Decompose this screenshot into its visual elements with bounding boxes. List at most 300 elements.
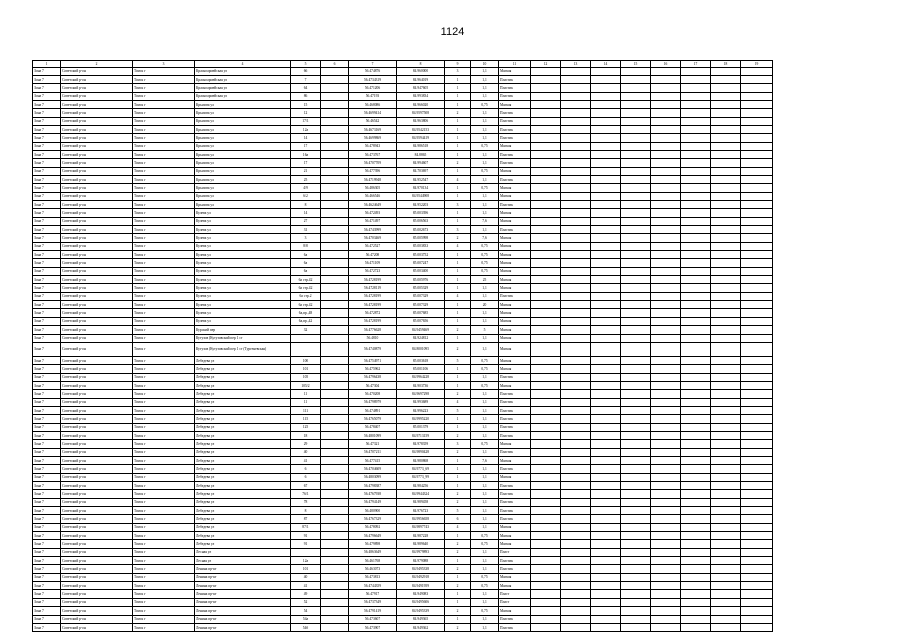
column-number: 7 <box>349 61 397 68</box>
table-cell: 84.9544908 <box>397 192 445 200</box>
table-cell: Томск г <box>133 431 195 439</box>
table-cell <box>531 150 561 158</box>
table-cell: 85.005998 <box>397 234 445 242</box>
table-cell: 85.007685 <box>397 309 445 317</box>
table-cell: 0,75 <box>471 259 499 267</box>
table-cell <box>681 523 711 531</box>
table-cell: Лебедева ул <box>195 373 291 381</box>
table-cell: 0,75 <box>471 356 499 364</box>
table-cell <box>591 390 621 398</box>
table-cell: 1 <box>445 465 471 473</box>
table-cell <box>591 373 621 381</box>
table-cell <box>531 406 561 414</box>
table-cell <box>681 582 711 590</box>
table-cell: 56.4743999 <box>349 226 397 234</box>
table-cell <box>711 598 741 606</box>
table-cell <box>651 67 681 75</box>
table-cell: Томск г <box>133 465 195 473</box>
table-row <box>33 134 773 142</box>
table-row <box>33 292 773 300</box>
table-cell <box>561 209 591 217</box>
table-cell <box>321 100 349 108</box>
table-cell: 91 <box>291 532 321 540</box>
table-cell: 85.003752 <box>397 251 445 259</box>
table-cell: Советский р-он <box>61 209 133 217</box>
table-cell: Кулева ул <box>195 209 291 217</box>
table-cell: 52 <box>291 598 321 606</box>
table-row <box>33 301 773 309</box>
table-row <box>33 532 773 540</box>
table-cell: 56.4707211 <box>349 448 397 456</box>
table-cell: 32 <box>291 326 321 334</box>
table-cell: 56.477415 <box>349 456 397 464</box>
table-cell <box>591 109 621 117</box>
table-cell: Зона 7 <box>33 515 61 523</box>
table-cell <box>741 406 773 414</box>
table-cell <box>621 192 651 200</box>
table-cell: Советский р-он <box>61 251 133 259</box>
table-cell <box>741 431 773 439</box>
table-cell <box>621 309 651 317</box>
table-cell: Зона 7 <box>33 109 61 117</box>
table-cell <box>741 465 773 473</box>
table-cell <box>741 598 773 606</box>
table-cell <box>531 365 561 373</box>
table-cell <box>741 251 773 259</box>
table-cell <box>651 309 681 317</box>
table-cell: 84.949365 <box>397 615 445 623</box>
table-cell <box>741 523 773 531</box>
table-cell: 56.473813 <box>349 573 397 581</box>
table-row <box>33 540 773 548</box>
table-row <box>33 184 773 192</box>
column-number: 1 <box>33 61 61 68</box>
table-cell <box>711 75 741 83</box>
table-cell: Кулева ул <box>195 217 291 225</box>
table-cell: 56.4624649 <box>349 201 397 209</box>
table-cell <box>711 109 741 117</box>
table-cell <box>591 523 621 531</box>
table-cell <box>621 342 651 356</box>
table-cell: Ленина пр-кт <box>195 623 291 631</box>
table-cell <box>591 431 621 439</box>
table-cell: Кутузов (Кутузовский пер 1 ст (Тургеневская) <box>195 342 291 356</box>
table-cell <box>681 259 711 267</box>
table-cell: Советский р-он <box>61 423 133 431</box>
table-cell <box>531 598 561 606</box>
table-cell <box>591 226 621 234</box>
table-cell <box>681 284 711 292</box>
table-row <box>33 242 773 250</box>
table-cell: 87 <box>291 515 321 523</box>
table-row <box>33 317 773 325</box>
table-cell <box>681 326 711 334</box>
table-cell: 1,1 <box>471 615 499 623</box>
table-cell <box>591 490 621 498</box>
table-cell: 56.4744359 <box>349 582 397 590</box>
table-cell <box>651 84 681 92</box>
table-cell <box>321 398 349 406</box>
table-cell <box>711 292 741 300</box>
table-cell: 67 <box>291 482 321 490</box>
table-cell: 12а <box>291 125 321 133</box>
table-cell <box>711 84 741 92</box>
table-row <box>33 100 773 108</box>
table-row <box>33 573 773 581</box>
table-cell <box>711 356 741 364</box>
table-cell: 2 <box>445 234 471 242</box>
table-cell <box>531 398 561 406</box>
table-cell: 1,1 <box>471 342 499 356</box>
table-cell: 56.480900 <box>349 507 397 515</box>
table-cell: Советский р-он <box>61 259 133 267</box>
table-cell: Зона 7 <box>33 134 61 142</box>
table-cell: Зона 7 <box>33 448 61 456</box>
table-cell <box>561 326 591 334</box>
table-cell <box>711 234 741 242</box>
table-cell: 25 <box>291 175 321 183</box>
table-cell <box>651 532 681 540</box>
table-cell: Пластик <box>499 373 531 381</box>
table-cell: Крылова ул <box>195 175 291 183</box>
table-cell <box>321 598 349 606</box>
table-cell: Мягкая <box>499 365 531 373</box>
table-row <box>33 192 773 200</box>
table-cell: 0,75 <box>471 440 499 448</box>
table-cell <box>591 150 621 158</box>
table-cell <box>741 573 773 581</box>
table-cell <box>681 381 711 389</box>
table-cell: 125 <box>291 423 321 431</box>
table-cell: 2 <box>445 548 471 556</box>
table-cell: 14 <box>291 134 321 142</box>
table-cell: Томск г <box>133 565 195 573</box>
table-cell <box>321 92 349 100</box>
table-cell <box>681 192 711 200</box>
table-cell: 84.993689 <box>397 398 445 406</box>
table-cell <box>621 226 651 234</box>
column-number: 15 <box>621 61 651 68</box>
table-cell: Зона 7 <box>33 267 61 275</box>
table-cell <box>711 573 741 581</box>
table-cell: 84.952203 <box>397 201 445 209</box>
table-cell <box>531 142 561 150</box>
table-cell: 1,1 <box>471 84 499 92</box>
table-cell <box>591 557 621 565</box>
table-cell <box>531 548 561 556</box>
table-cell: Ленина пр-кт <box>195 582 291 590</box>
table-cell <box>561 317 591 325</box>
table-cell <box>681 482 711 490</box>
table-cell <box>681 473 711 481</box>
table-cell: 1,1 <box>471 159 499 167</box>
table-cell: 1,1 <box>471 150 499 158</box>
table-cell: 5 <box>445 356 471 364</box>
table-cell <box>621 234 651 242</box>
table-cell: Крылова ул <box>195 100 291 108</box>
table-cell: 84.9979893 <box>397 548 445 556</box>
table-cell <box>321 217 349 225</box>
table-cell <box>591 217 621 225</box>
table-cell: 0,75 <box>471 142 499 150</box>
table-cell <box>561 490 591 498</box>
table-cell: 40 <box>291 448 321 456</box>
table-cell: 1 <box>445 267 471 275</box>
table-cell <box>531 507 561 515</box>
table-cell <box>321 482 349 490</box>
table-cell <box>741 192 773 200</box>
table-cell <box>321 159 349 167</box>
table-cell: Зона 7 <box>33 342 61 356</box>
table-cell <box>321 548 349 556</box>
table-cell: 56.475962 <box>349 365 397 373</box>
table-cell <box>531 217 561 225</box>
table-cell <box>531 117 561 125</box>
table-cell <box>651 573 681 581</box>
table-cell: 78 <box>291 498 321 506</box>
table-cell <box>531 301 561 309</box>
table-cell: Пластик <box>499 92 531 100</box>
table-cell <box>681 251 711 259</box>
table-cell: Лебедева ул <box>195 365 291 373</box>
table-cell <box>651 390 681 398</box>
table-cell: 84.9491959 <box>397 582 445 590</box>
table-cell: 6а <box>291 259 321 267</box>
table-cell <box>321 184 349 192</box>
table-cell <box>681 242 711 250</box>
table-cell: 84.9897743 <box>397 523 445 531</box>
table-cell: 56.473907 <box>349 623 397 631</box>
table-cell <box>651 342 681 356</box>
table-cell: 56.47304 <box>349 381 397 389</box>
table-cell: Советский р-он <box>61 226 133 234</box>
table-cell: 0,75 <box>471 607 499 615</box>
table-cell <box>591 381 621 389</box>
table-cell: 56.4810 <box>349 334 397 342</box>
table-cell: Томск г <box>133 284 195 292</box>
table-cell: Томск г <box>133 607 195 615</box>
table-cell: Зона 7 <box>33 465 61 473</box>
table-cell: 84.9956658 <box>397 515 445 523</box>
table-cell: 56.4776628 <box>349 326 397 334</box>
table-cell <box>621 381 651 389</box>
page-number: 1124 <box>440 26 465 38</box>
data-table <box>32 60 773 632</box>
table-cell <box>621 557 651 565</box>
table-cell: 14 <box>291 209 321 217</box>
table-cell <box>531 482 561 490</box>
table-cell <box>651 317 681 325</box>
table-cell: Советский р-он <box>61 390 133 398</box>
table-cell: 56.474891 <box>349 406 397 414</box>
table-cell: 1,1 <box>471 334 499 342</box>
table-cell <box>711 276 741 284</box>
table-cell: Пластик <box>499 125 531 133</box>
table-cell <box>321 234 349 242</box>
column-number: 6 <box>321 61 349 68</box>
table-cell <box>651 276 681 284</box>
table-cell <box>741 242 773 250</box>
table-cell: 1,1 <box>471 92 499 100</box>
table-cell: Мягкая <box>499 473 531 481</box>
table-cell: 0,75 <box>471 540 499 548</box>
table-cell: Лебедева ул <box>195 490 291 498</box>
table-cell <box>681 490 711 498</box>
table-cell: Томск г <box>133 217 195 225</box>
table-cell: 84.9713159 <box>397 431 445 439</box>
table-row <box>33 440 773 448</box>
table-cell <box>681 406 711 414</box>
table-cell: Зона 7 <box>33 573 61 581</box>
table-cell: 1 <box>445 75 471 83</box>
table-cell <box>651 523 681 531</box>
table-cell <box>561 301 591 309</box>
table-cell: 40 <box>291 573 321 581</box>
table-cell: Лесная ул <box>195 548 291 556</box>
table-cell: 85.007329 <box>397 301 445 309</box>
table-cell <box>651 175 681 183</box>
table-cell <box>741 284 773 292</box>
table-cell <box>591 590 621 598</box>
table-cell: 2 <box>445 448 471 456</box>
table-row <box>33 490 773 498</box>
table-cell: Пластик <box>499 507 531 515</box>
table-cell: Томск г <box>133 292 195 300</box>
table-cell <box>321 490 349 498</box>
table-cell <box>591 159 621 167</box>
table-cell <box>531 440 561 448</box>
column-number: 19 <box>741 61 773 68</box>
table-cell <box>711 159 741 167</box>
table-cell: 1 <box>445 456 471 464</box>
table-cell: 0,75 <box>471 184 499 192</box>
table-cell: Советский р-он <box>61 92 133 100</box>
table-row <box>33 398 773 406</box>
table-cell: Красноармейская ул <box>195 84 291 92</box>
table-cell: 1,1 <box>471 201 499 209</box>
table-cell: 0,75 <box>471 242 499 250</box>
table-cell <box>711 242 741 250</box>
table-cell: Пластик <box>499 117 531 125</box>
table-cell <box>591 167 621 175</box>
table-cell: 84.949362 <box>397 623 445 631</box>
table-cell <box>561 242 591 250</box>
table-cell: 6 <box>291 473 321 481</box>
table-cell: 56.470208 <box>349 390 397 398</box>
table-cell <box>741 209 773 217</box>
table-cell: 84.9995220 <box>397 415 445 423</box>
table-cell <box>591 623 621 631</box>
table-row <box>33 201 773 209</box>
table-cell: 49 <box>291 590 321 598</box>
table-cell: 1,1 <box>471 192 499 200</box>
table-cell <box>591 284 621 292</box>
table-cell <box>321 142 349 150</box>
table-cell: Томск г <box>133 598 195 606</box>
table-cell <box>711 540 741 548</box>
table-cell: Мягкая <box>499 167 531 175</box>
table-cell <box>561 548 591 556</box>
table-cell <box>561 615 591 623</box>
table-cell <box>591 309 621 317</box>
table-cell <box>681 532 711 540</box>
table-cell: Мягкая <box>499 301 531 309</box>
table-cell <box>741 267 773 275</box>
table-cell <box>321 623 349 631</box>
table-cell: 56.47917 <box>349 590 397 598</box>
table-cell <box>561 167 591 175</box>
table-cell <box>591 125 621 133</box>
table-cell: 0,75 <box>471 532 499 540</box>
table-cell: 4 <box>445 398 471 406</box>
table-cell: 56.4796438 <box>349 373 397 381</box>
table-cell <box>621 167 651 175</box>
table-cell: Зона 7 <box>33 398 61 406</box>
table-cell: Лебедева ул <box>195 398 291 406</box>
table-cell <box>681 356 711 364</box>
table-cell <box>681 201 711 209</box>
table-cell <box>651 259 681 267</box>
table-cell: 56.4728119 <box>349 284 397 292</box>
table-cell: Мягкая <box>499 267 531 275</box>
table-cell: 4 <box>445 242 471 250</box>
table-cell: Советский р-он <box>61 242 133 250</box>
table-cell: 84.8865 <box>397 150 445 158</box>
table-cell <box>531 259 561 267</box>
table-cell <box>321 292 349 300</box>
table-cell: 56.471206 <box>349 84 397 92</box>
table-cell <box>651 267 681 275</box>
table-cell: 1 <box>445 276 471 284</box>
table-cell: Советский р-он <box>61 590 133 598</box>
table-cell: 56.4728199 <box>349 276 397 284</box>
table-cell <box>531 381 561 389</box>
table-cell <box>651 440 681 448</box>
table-cell: 84.9542153 <box>397 125 445 133</box>
table-cell <box>621 159 651 167</box>
table-cell: 1,1 <box>471 226 499 234</box>
table-cell <box>321 448 349 456</box>
table-cell <box>531 234 561 242</box>
table-cell: Томск г <box>133 381 195 389</box>
table-cell: Томск г <box>133 440 195 448</box>
table-cell <box>321 607 349 615</box>
table-cell <box>531 134 561 142</box>
table-cell: Томск г <box>133 209 195 217</box>
table-cell: 56.4801099 <box>349 431 397 439</box>
table-cell <box>321 540 349 548</box>
table-cell <box>711 590 741 598</box>
table-cell: Зона 7 <box>33 167 61 175</box>
table-row <box>33 548 773 556</box>
table-cell <box>681 92 711 100</box>
table-cell: Лебедева ул <box>195 448 291 456</box>
table-cell: Мягкая <box>499 192 531 200</box>
table-cell <box>591 406 621 414</box>
table-cell <box>321 259 349 267</box>
table-cell <box>711 507 741 515</box>
table-cell: 56.4728199 <box>349 292 397 300</box>
column-number: 14 <box>591 61 621 68</box>
table-cell: Пластик <box>499 84 531 92</box>
table-cell <box>651 326 681 334</box>
column-number: 12 <box>531 61 561 68</box>
table-cell <box>651 167 681 175</box>
table-cell <box>681 573 711 581</box>
table-cell: 85.003618 <box>397 356 445 364</box>
table-cell <box>651 117 681 125</box>
table-cell: 1,1 <box>471 473 499 481</box>
